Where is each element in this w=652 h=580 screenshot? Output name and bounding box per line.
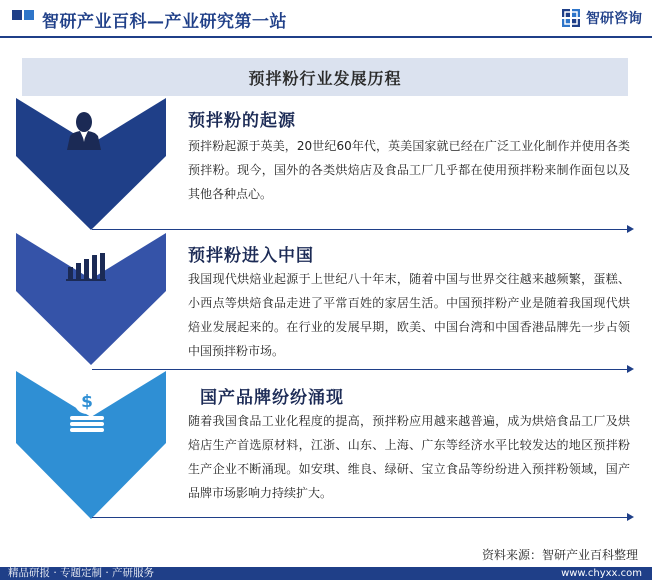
section-enter-china [0,233,652,371]
section-divider [92,517,628,518]
header-title: 智研产业百科—产业研究第一站 [42,12,287,32]
footer-site-link[interactable]: www.chyxx.com [561,568,642,579]
page-footer [0,540,652,580]
section-title: 国产品牌纷纷涌现 [200,388,344,408]
header-divider [0,36,652,38]
header-square-dark [12,10,22,20]
main-title-bar [22,58,628,96]
section-domestic-brands [0,371,652,521]
brand-logo-icon [561,8,581,28]
page-header [0,0,652,40]
footer-tagline: 精品研报 · 专题定制 · 产研服务 [8,567,155,579]
divider-arrow-icon [627,225,634,233]
section-origin [0,98,652,233]
source-note: 资料来源：智研产业百科整理 [481,548,638,562]
section-body: 预拌粉起源于英美，20世纪60年代，英美国家就已经在广泛工业化制作并使用各类预拌粉。现今，国外的各类烘焙店及食品工厂几乎都在使用预拌粉来制作面包以及其他各种点心。 [188,139,630,201]
divider-arrow-icon [627,513,634,521]
dollar-coins-icon [66,387,108,437]
page-title: 预拌粉行业发展历程 [248,68,402,88]
section-divider [92,369,628,370]
svg-text:$: $ [81,392,93,412]
section-body: 我国现代烘焙业起源于上世纪八十年末，随着中国与世界交往越来越频繁，蛋糕、小西点等烘焙食品走进了平常百姓的家居生活。中国预拌粉产业是随着我国现代烘焙业发展起来的。在行业的发展早期，欧美、中国台湾和中国香港品牌先一步占领中国预拌粉市场。 [188,272,630,358]
section-title: 预拌粉进入中国 [188,246,314,266]
person-icon [64,110,104,156]
bar-chart-icon [66,251,106,285]
section-divider [92,229,628,230]
brand-logo[interactable] [561,7,642,29]
footer-bar [0,567,652,580]
header-square-light [24,10,34,20]
section-title: 预拌粉的起源 [188,111,296,131]
brand-logo-text: 智研咨询 [586,11,642,27]
section-body: 随着我国食品工业化程度的提高，预拌粉应用越来越普遍，成为烘焙食品工厂及烘焙店生产首选原材料，江浙、山东、上海、广东等经济水平比较发达的地区预拌粉生产企业不断涌现。如安琪、维良、绿研、宝立食品等纷纷进入预拌粉领域，国产品牌市场影响力持续扩大。 [188,414,630,500]
